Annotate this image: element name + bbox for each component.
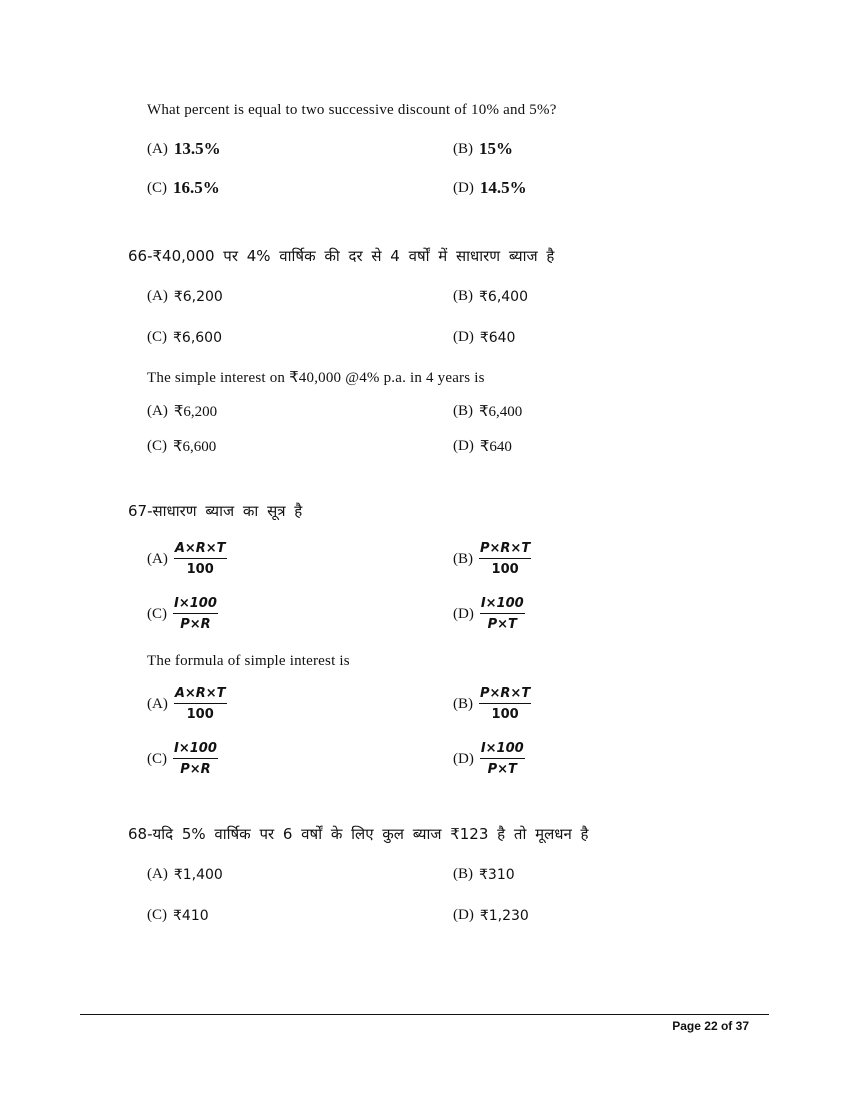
option-value: ₹6,200 — [173, 404, 218, 420]
option-value: ₹410 — [173, 907, 209, 924]
option-label: (D) — [453, 329, 474, 345]
option-label: (B) — [453, 695, 473, 712]
question-67-hindi: 67-साधारण ब्याज का सूत्र है — [128, 502, 303, 520]
fraction-numerator: P×R×T — [479, 541, 531, 559]
option-label: (A) — [147, 403, 168, 419]
fraction-numerator: I×100 — [173, 596, 218, 614]
fraction-denominator: 100 — [186, 707, 214, 722]
page-word: Page — [672, 1019, 701, 1033]
q66-en-option-a — [147, 402, 217, 421]
option-value: 16.5% — [173, 178, 220, 197]
of-word: of — [720, 1019, 733, 1033]
fraction — [173, 596, 218, 632]
fraction-numerator: P×R×T — [479, 686, 531, 704]
fraction-denominator: P×R — [180, 617, 211, 632]
fraction-denominator: P×R — [180, 762, 211, 777]
option-label: (A) — [147, 140, 168, 157]
option-value: ₹1,400 — [173, 866, 223, 883]
q67-hi-option-a — [147, 541, 227, 577]
q66-hi-option-b — [453, 288, 528, 305]
q66-en-option-d — [453, 437, 512, 456]
fraction-numerator: I×100 — [173, 741, 218, 759]
option-label: (B) — [453, 140, 473, 157]
option-label: (D) — [453, 605, 474, 622]
option-label: (D) — [453, 750, 474, 767]
q66-en-option-b — [453, 402, 522, 421]
option-value: 13.5% — [173, 139, 221, 158]
page-number: 22 — [704, 1019, 718, 1033]
option-value: 14.5% — [479, 178, 527, 197]
q65-option-b — [453, 139, 513, 159]
option-label: (D) — [453, 179, 474, 196]
option-label: (B) — [453, 403, 473, 419]
q67-en-option-d — [453, 741, 525, 777]
fraction-denominator: 100 — [186, 562, 214, 577]
fraction-denominator: 100 — [491, 707, 519, 722]
option-label: (C) — [147, 907, 167, 923]
fraction — [479, 686, 531, 722]
question-66-hindi: 66-₹40,000 पर 4% वार्षिक की दर से 4 वर्षों में साधारण ब्याज है — [128, 247, 555, 265]
q67-hi-option-d — [453, 596, 525, 632]
option-label: (A) — [147, 550, 168, 567]
question-65-text: What percent is equal to two successive discount of 10% and 5%? — [147, 102, 557, 118]
q65-option-a — [147, 139, 221, 159]
fraction — [479, 541, 531, 577]
fraction — [480, 596, 525, 632]
fraction — [480, 741, 525, 777]
total-pages: 37 — [735, 1019, 749, 1033]
option-value: ₹6,400 — [479, 288, 528, 305]
q68-option-a — [147, 866, 223, 883]
q68-option-b — [453, 866, 515, 883]
option-value: ₹640 — [479, 439, 512, 455]
fraction-numerator: I×100 — [480, 596, 525, 614]
q65-option-d — [453, 178, 527, 198]
option-value: ₹1,230 — [479, 907, 529, 924]
q65-option-c — [147, 178, 220, 198]
q66-hi-option-c — [147, 329, 222, 346]
option-label: (B) — [453, 550, 473, 567]
q67-en-option-b — [453, 686, 531, 722]
q66-hi-option-d — [453, 329, 515, 346]
fraction — [174, 541, 227, 577]
option-label: (C) — [147, 750, 167, 767]
question-66-english: The simple interest on ₹40,000 @4% p.a. in 4 years is — [147, 370, 485, 386]
option-label: (A) — [147, 288, 168, 304]
option-value: ₹640 — [479, 329, 516, 346]
fraction — [174, 686, 227, 722]
option-value: ₹6,600 — [173, 439, 217, 455]
option-value: ₹310 — [479, 866, 515, 883]
option-label: (C) — [147, 179, 167, 196]
fraction-denominator: P×T — [487, 762, 517, 777]
option-label: (C) — [147, 438, 167, 454]
q67-en-option-c — [147, 741, 218, 777]
question-68-hindi: 68-यदि 5% वार्षिक पर 6 वर्षों के लिए कुल ब्याज ₹123 है तो मूलधन है — [128, 825, 589, 843]
fraction-numerator: A×R×T — [174, 686, 227, 704]
option-label: (C) — [147, 605, 167, 622]
q66-en-option-c — [147, 437, 216, 456]
q67-hi-option-c — [147, 596, 218, 632]
footer-divider — [80, 1014, 769, 1015]
option-label: (C) — [147, 329, 167, 345]
q66-hi-option-a — [147, 288, 223, 305]
option-value: ₹6,200 — [173, 288, 223, 305]
fraction — [173, 741, 218, 777]
fraction-denominator: 100 — [491, 562, 519, 577]
option-label: (D) — [453, 438, 474, 454]
q67-hi-option-b — [453, 541, 531, 577]
fraction-denominator: P×T — [487, 617, 517, 632]
option-value: ₹6,600 — [173, 329, 222, 346]
option-label: (A) — [147, 866, 168, 882]
option-value: ₹6,400 — [479, 404, 523, 420]
option-label: (D) — [453, 907, 474, 923]
q68-option-d — [453, 907, 529, 924]
fraction-numerator: I×100 — [480, 741, 525, 759]
option-value: 15% — [479, 139, 513, 158]
option-label: (B) — [453, 288, 473, 304]
q68-option-c — [147, 907, 209, 924]
page-footer — [672, 1019, 749, 1033]
question-67-english: The formula of simple interest is — [147, 653, 350, 669]
option-label: (B) — [453, 866, 473, 882]
option-label: (A) — [147, 695, 168, 712]
q67-en-option-a — [147, 686, 227, 722]
fraction-numerator: A×R×T — [174, 541, 227, 559]
